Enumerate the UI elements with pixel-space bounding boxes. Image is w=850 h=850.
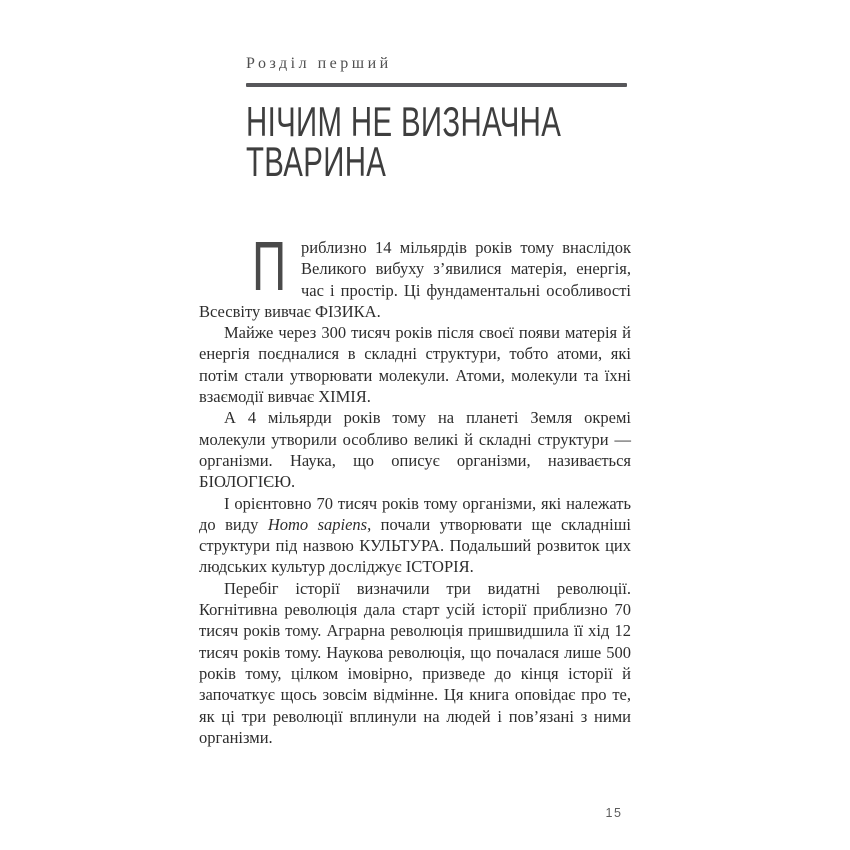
chapter-title-line-1: НІЧИМ НЕ ВИЗНАЧНА [246, 98, 562, 145]
paragraph-opening-text: риблизно 14 мільярдів років тому внаслідок Великого вибуху з’явилися матерія, енергія, час і простір. Ці фундаментальні особливості Всесвіту вивчає ФІЗИКА. [199, 238, 631, 321]
paragraph-revolutions: Перебіг історії визначили три видатні революції. Когнітивна революція дала старт усій історії приблизно 70 тисяч років тому. Аграрна революція пришвидшила її хід 12 тисяч років тому. Наукова революція, що почалася лише 500 років тому, цілком імовірно, призведе до кінця історії й започаткує щось зовсім відмінне. Ця книга оповідає про те, як ці три революції вплинули на людей і пов’язані з ними організми. [199, 578, 631, 747]
chapter-header [246, 54, 627, 185]
chapter-title [246, 98, 562, 185]
paragraph-history-text-after: , почали утворювати ще складніші структури під назвою КУЛЬТУРА. Подальший розвиток цих людських культур досліджує ІСТОРІЯ. [199, 514, 631, 577]
page-body-text [199, 227, 631, 748]
chapter-rule-divider [246, 83, 627, 87]
paragraph-history-text-before: І орієнтовно 70 тисяч років тому організми, які належать до виду [199, 493, 631, 534]
drop-cap-letter: П [252, 227, 287, 305]
paragraph-chemistry: Майже через 300 тисяч років після своєї появи матерія й енергія поєдналися в складні структури, тобто атоми, які потім стали утворювати молекули. Атоми, молекули та їхні взаємодії вивчає ХІМІЯ. [199, 323, 631, 407]
paragraph-biology: А 4 мільярди років тому на планеті Земля окремі молекули утворили особливо великі й складні структури — організми. Наука, що описує організми, називається БІОЛОГІЄЮ. [199, 408, 631, 492]
chapter-label: Розділ перший [246, 55, 392, 72]
homo-sapiens-italic: Homo sapiens [267, 514, 368, 534]
page-number: 15 [605, 806, 623, 820]
paragraph-history [199, 493, 631, 578]
paragraph-opening [199, 227, 631, 322]
chapter-title-line-2: ТВАРИНА [246, 138, 387, 185]
